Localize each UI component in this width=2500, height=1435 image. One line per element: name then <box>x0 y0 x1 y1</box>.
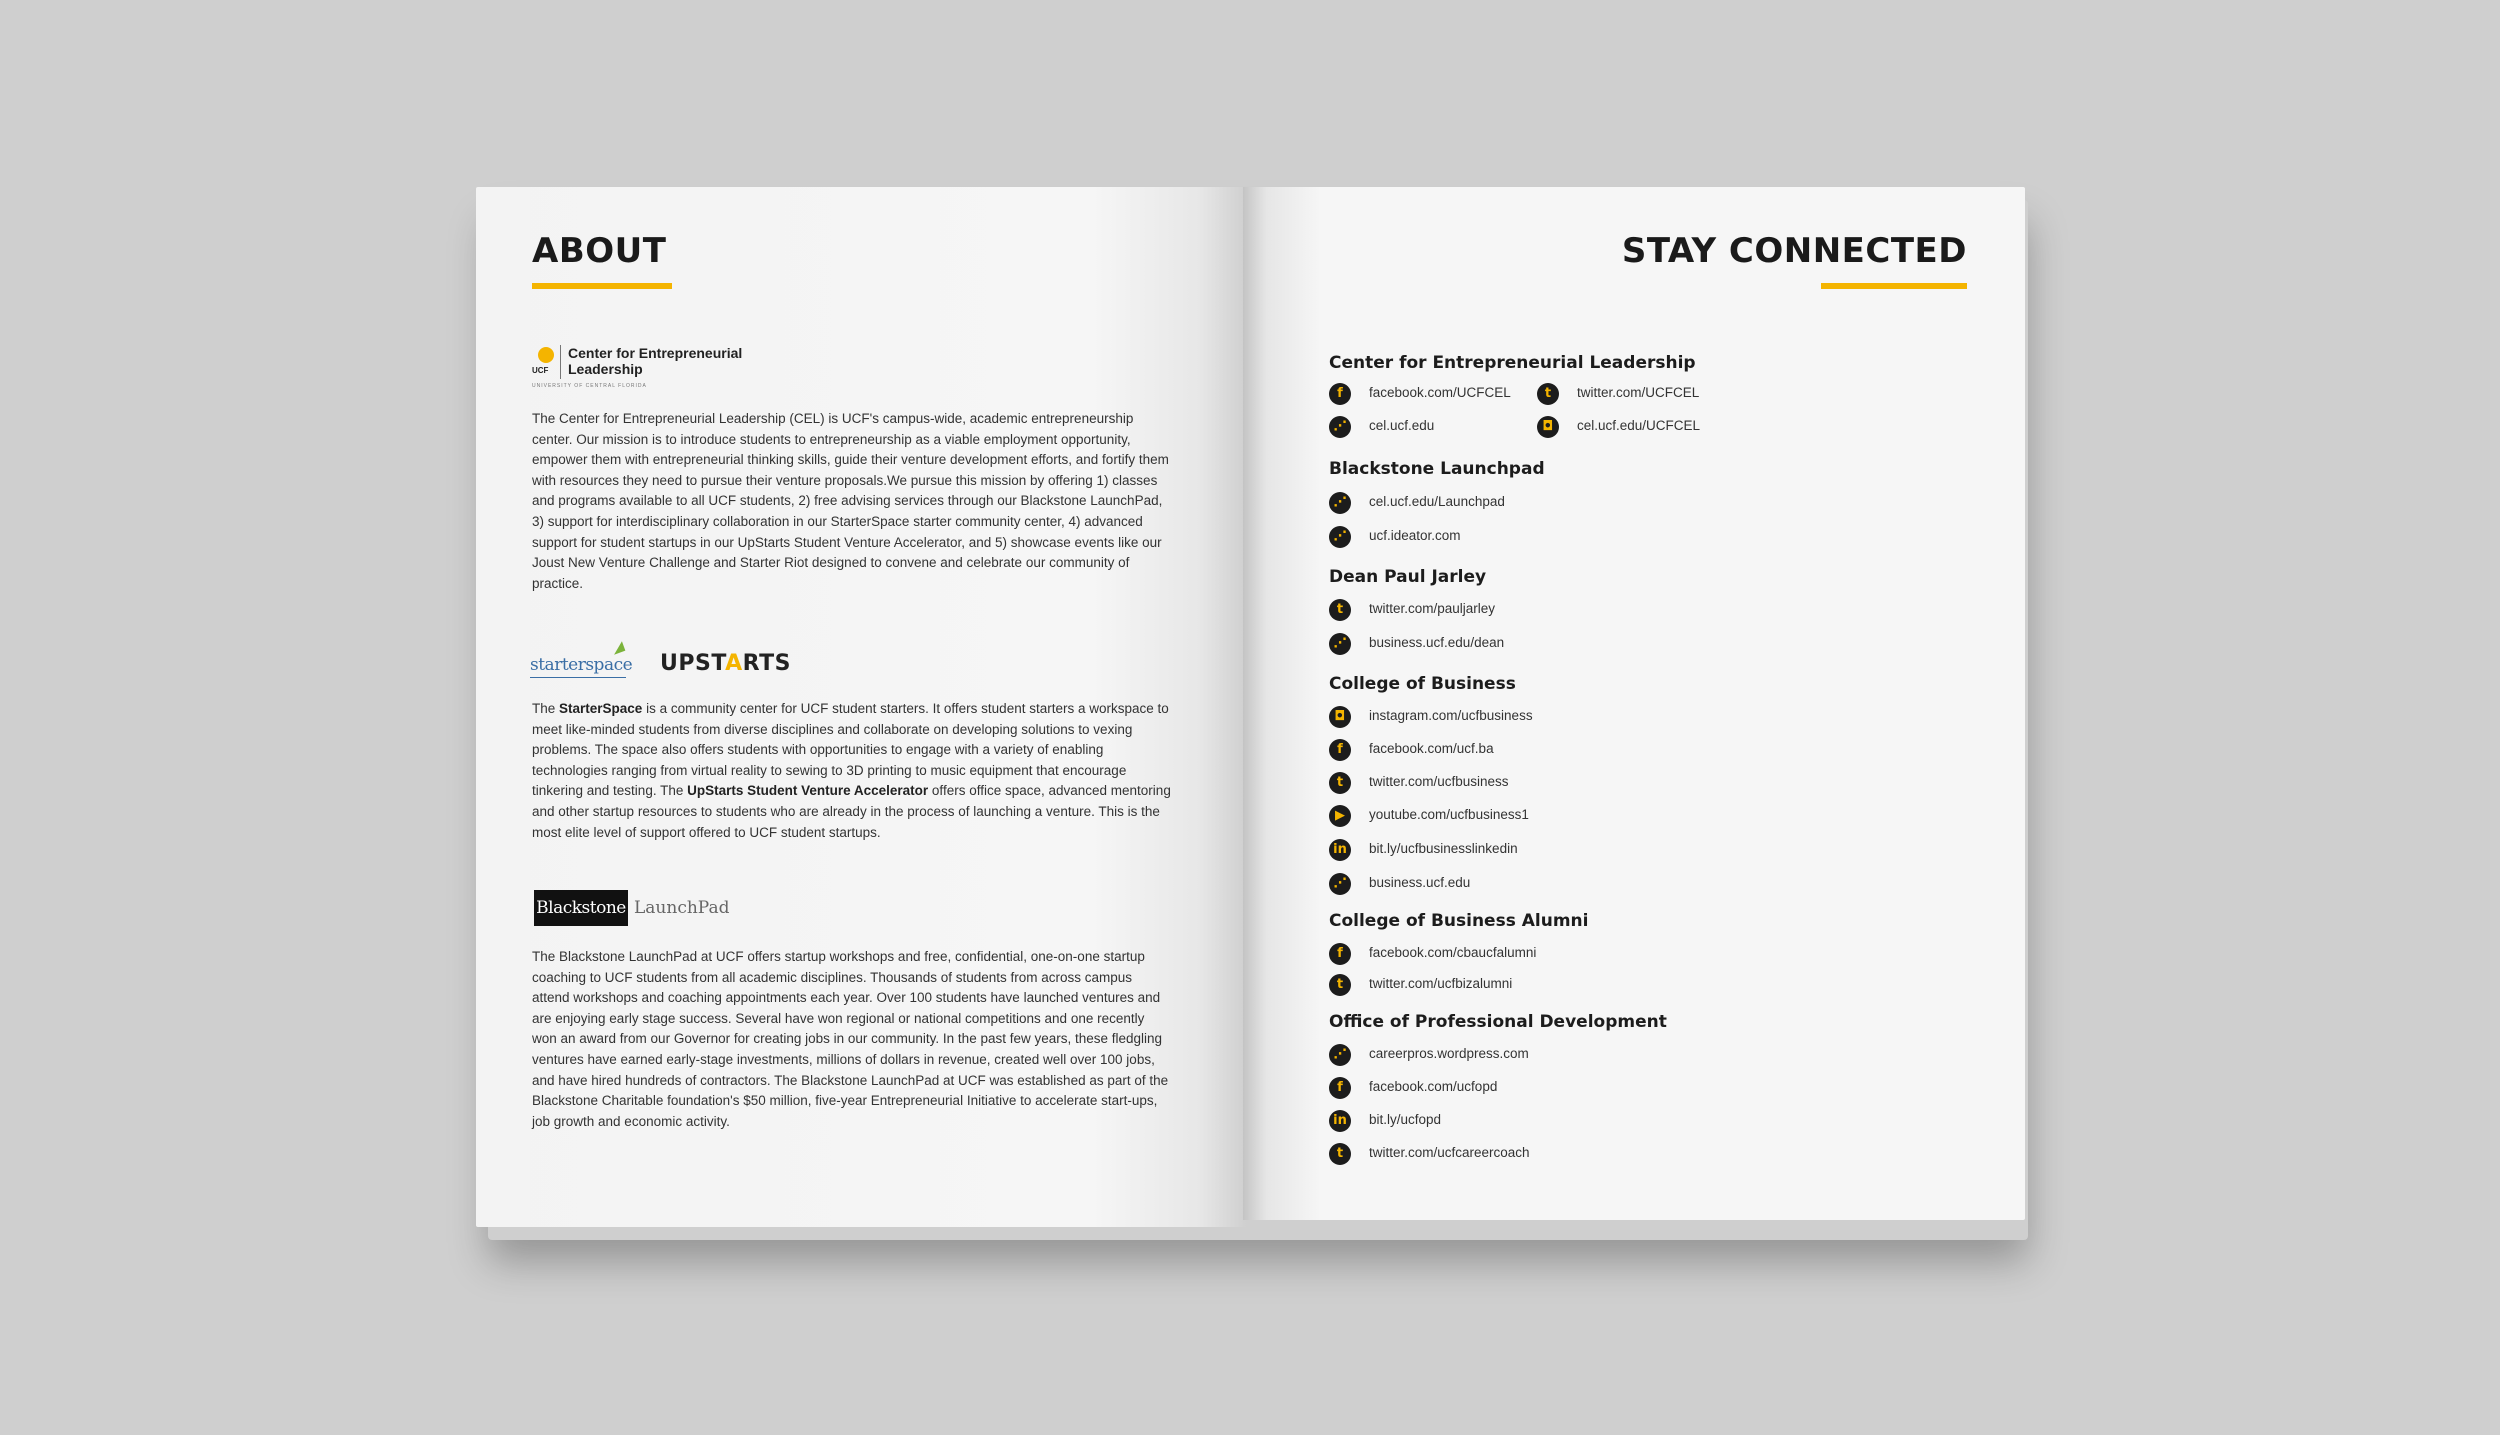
section-title-blackstone: Blackstone Launchpad <box>1329 459 1545 479</box>
stay-connected-heading: STAY CONNECTED <box>1621 231 1967 271</box>
about-heading: ABOUT <box>532 231 667 271</box>
linkedin-icon: in <box>1329 839 1351 861</box>
facebook-icon: f <box>1329 383 1351 405</box>
leaf-icon <box>611 641 626 655</box>
link-text: ucf.ideator.com <box>1369 528 1461 543</box>
link-text: cel.ucf.edu/UCFCEL <box>1577 418 1701 433</box>
link-text: twitter.com/ucfbizalumni <box>1369 976 1513 991</box>
link-text: bit.ly/ucfbusinesslinkedin <box>1369 841 1518 856</box>
link-text: cel.ucf.edu <box>1369 418 1435 433</box>
blackstone-paragraph: The Blackstone LaunchPad at UCF offers startup workshops and free, confidential, one-on-one startup coaching to UCF students from all academic disciplines. Thousands of students from across campus attend workshops and coaching appointments each year. Over 100 students have launched ventures and are enjoying early stage success. Several have won regional or national competitions and one recently won an award from our Governor for creating jobs in our community. In the past few years, these fledgling ventures have earned early-stage investments, millions of dollars in revenue, created well over 100 jobs, and have hired hundreds of contractors. The Blackstone LaunchPad at UCF was established as part of the Blackstone Charitable foundation's $50 million, five-year Entrepreneurial Initiative to accelerate start-ups, job growth and economic activity. <box>532 949 1169 1129</box>
youtube-icon: ▶ <box>1329 805 1351 827</box>
ss-text-1: The <box>532 701 560 716</box>
link-text: youtube.com/ucfbusiness1 <box>1369 807 1529 822</box>
starterspace-logo-text: starterspace <box>530 655 633 675</box>
facebook-icon: f <box>1329 739 1351 761</box>
ucf-mark-text: UCF <box>532 366 549 375</box>
section-title-cob: College of Business <box>1329 674 1516 694</box>
section-title-dean: Dean Paul Jarley <box>1329 567 1487 587</box>
upstarts-logo-accent: A <box>725 651 743 676</box>
twitter-icon: t <box>1329 599 1351 621</box>
facebook-icon: f <box>1329 1077 1351 1099</box>
link-text: facebook.com/ucfopd <box>1369 1079 1498 1094</box>
twitter-icon: t <box>1329 1143 1351 1165</box>
pegasus-icon <box>538 347 554 363</box>
instagram-icon: ◘ <box>1537 416 1559 438</box>
link-text: business.ucf.edu/dean <box>1369 635 1505 650</box>
about-heading-underline <box>532 283 672 289</box>
upstarts-logo <box>660 651 791 676</box>
cel-logo-name: Center for Entrepreneurial Leadership <box>568 345 743 377</box>
link-text: cel.ucf.edu/Launchpad <box>1369 494 1505 509</box>
stay-connected-underline <box>1821 283 1967 289</box>
upstarts-logo-text-b: RTS <box>742 651 791 676</box>
rss-icon: ⋰ <box>1329 873 1351 895</box>
link-text: twitter.com/pauljarley <box>1369 601 1496 616</box>
link-text: facebook.com/UCFCEL <box>1369 385 1511 400</box>
ss-bold-starterspace: StarterSpace <box>559 701 643 716</box>
instagram-icon: ◘ <box>1329 706 1351 728</box>
link-text: facebook.com/cbaucfalumni <box>1369 945 1537 960</box>
link-text: careerpros.wordpress.com <box>1369 1046 1529 1061</box>
starterspace-paragraph <box>532 699 1172 843</box>
section-title-alumni: College of Business Alumni <box>1329 911 1589 931</box>
linkedin-icon: in <box>1329 1110 1351 1132</box>
rss-icon: ⋰ <box>1329 633 1351 655</box>
blackstone-logo-box: Blackstone <box>534 890 628 926</box>
section-title-opd: Office of Professional Development <box>1329 1012 1667 1032</box>
facebook-icon: f <box>1329 943 1351 965</box>
partner-logos <box>530 641 830 681</box>
link-text: instagram.com/ucfbusiness <box>1369 708 1533 723</box>
link-text: bit.ly/ucfopd <box>1369 1112 1442 1127</box>
link-text: twitter.com/ucfcareercoach <box>1369 1145 1530 1160</box>
link-text: twitter.com/ucfbusiness <box>1369 774 1509 789</box>
rss-icon: ⋰ <box>1329 526 1351 548</box>
section-title-cel: Center for Entrepreneurial Leadership <box>1329 353 1696 373</box>
ss-text-2: is a community center for UCF student starters. It offers student starters a workspace to meet like-minded students from diverse disciplines and collaborate on developing solutions to vexing problems. The space also offers students with opportunities to engage with a variety of enabling technologies ranging from virtual reality to sewing to 3D printing to music equipment that encourage tinkering and testing. The <box>532 701 1169 799</box>
link-text: business.ucf.edu <box>1369 875 1471 890</box>
ss-text-3: offers office space, advanced mentoring and other startup resources to students who are already in the process of launching a venture. This is the most elite level of support offered to UCF student startups. <box>532 783 1171 840</box>
stay-connected-page <box>1243 187 2025 1220</box>
cel-logo <box>532 343 812 389</box>
rss-icon: ⋰ <box>1329 416 1351 438</box>
link-text: facebook.com/ucf.ba <box>1369 741 1494 756</box>
rss-icon: ⋰ <box>1329 492 1351 514</box>
cel-paragraph: The Center for Entrepreneurial Leadership (CEL) is UCF's campus-wide, academic entrepreneurship center. Our mission is to introduce students to entrepreneurship as a viable employment opportunity, empower them with entrepreneurial thinking skills, guide their venture development efforts, and fortify them with resources they need to pursue their venture proposals.We pursue this mission by offering 1) classes and programs available to all UCF students, 2) free advising services through our Blackstone LaunchPad, 3) support for interdisciplinary collaboration in our StarterSpace starter community center, 4) advanced support for student startups in our UpStarts Student Venture Accelerator, and 5) showcase events like our Joust New Venture Challenge and Starter Riot designed to convene and celebrate our community of practice. <box>532 411 1169 591</box>
ss-bold-upstarts: UpStarts Student Venture Accelerator <box>687 783 929 799</box>
about-page <box>476 187 1246 1227</box>
cel-logo-subtitle: UNIVERSITY OF CENTRAL FLORIDA <box>532 383 647 389</box>
twitter-icon: t <box>1329 974 1351 996</box>
blackstone-launchpad-logo <box>534 890 774 926</box>
launchpad-logo-text: LaunchPad <box>634 898 730 918</box>
ucf-mark <box>532 347 558 377</box>
twitter-icon: t <box>1329 772 1351 794</box>
starterspace-logo-rule <box>530 677 626 678</box>
rss-icon: ⋰ <box>1329 1044 1351 1066</box>
twitter-icon: t <box>1537 383 1559 405</box>
upstarts-logo-text-a: UPST <box>660 651 726 676</box>
logo-divider <box>560 345 561 379</box>
link-text: twitter.com/UCFCEL <box>1577 385 1700 400</box>
